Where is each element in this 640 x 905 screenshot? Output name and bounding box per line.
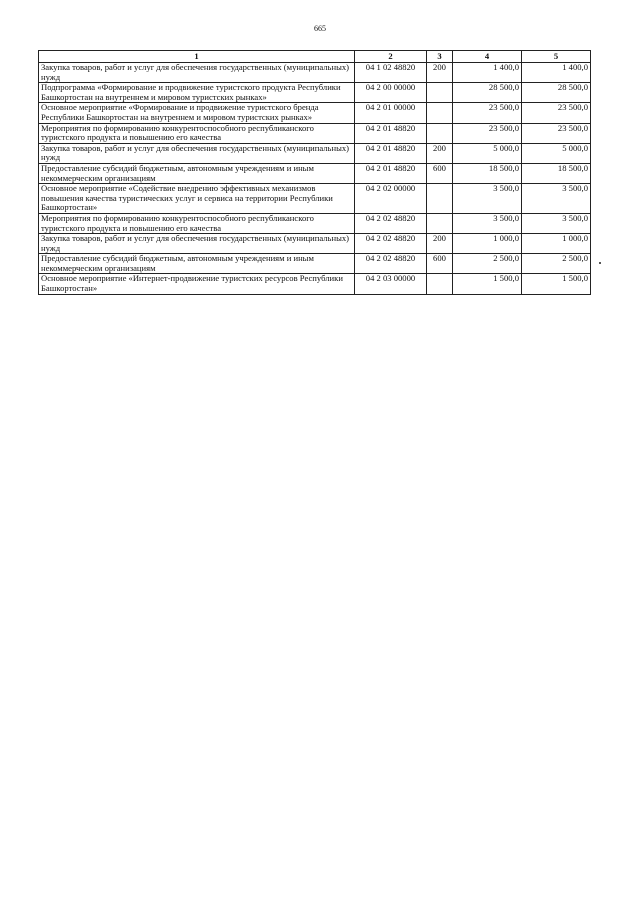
- row-amount-2: 1 400,0: [522, 63, 591, 83]
- table-header-row: [39, 51, 591, 63]
- row-name: Закупка товаров, работ и услуг для обеспечения государственных (муниципальных) нужд: [39, 63, 355, 83]
- scan-speck: [599, 262, 601, 264]
- row-code: 04 2 03 00000: [355, 274, 427, 294]
- column-header-amount-2: 5: [522, 51, 591, 63]
- row-amount-1: 1 000,0: [453, 234, 522, 254]
- row-name: Подпрограмма «Формирование и продвижение туристского продукта Республики Башкортостан на внутреннем и мировом туристских рынках»: [39, 83, 355, 103]
- row-name: Предоставление субсидий бюджетным, автономным учреждениям и иным некоммерческим организациям: [39, 163, 355, 183]
- row-amount-2: 28 500,0: [522, 83, 591, 103]
- row-amount-1: 23 500,0: [453, 123, 522, 143]
- row-name: Предоставление субсидий бюджетным, автономным учреждениям и иным некоммерческим организациям: [39, 254, 355, 274]
- row-amount-1: 2 500,0: [453, 254, 522, 274]
- row-expense-type: [427, 123, 453, 143]
- row-expense-type: 200: [427, 143, 453, 163]
- table-row: [39, 213, 591, 233]
- row-name: Основное мероприятие «Содействие внедрению эффективных механизмов повышения качества туристических услуг и сервиса на территории Республики Башкортостан»: [39, 184, 355, 214]
- row-amount-2: 2 500,0: [522, 254, 591, 274]
- row-amount-1: 5 000,0: [453, 143, 522, 163]
- column-header-amount-1: 4: [453, 51, 522, 63]
- row-code: 04 2 02 48820: [355, 254, 427, 274]
- row-expense-type: 600: [427, 163, 453, 183]
- row-amount-2: 3 500,0: [522, 213, 591, 233]
- row-amount-2: 23 500,0: [522, 103, 591, 123]
- column-header-name: 1: [39, 51, 355, 63]
- row-code: 04 2 01 48820: [355, 123, 427, 143]
- table-row: [39, 184, 591, 214]
- row-expense-type: [427, 184, 453, 214]
- table-row: [39, 254, 591, 274]
- row-amount-1: 3 500,0: [453, 213, 522, 233]
- row-amount-2: 5 000,0: [522, 143, 591, 163]
- row-code: 04 2 01 48820: [355, 163, 427, 183]
- table-row: [39, 83, 591, 103]
- row-code: 04 2 02 48820: [355, 213, 427, 233]
- row-amount-2: 23 500,0: [522, 123, 591, 143]
- row-code: 04 1 02 48820: [355, 63, 427, 83]
- row-code: 04 2 01 48820: [355, 143, 427, 163]
- row-code: 04 2 02 48820: [355, 234, 427, 254]
- row-expense-type: [427, 274, 453, 294]
- table-row: [39, 234, 591, 254]
- row-code: 04 2 00 00000: [355, 83, 427, 103]
- row-name: Основное мероприятие «Интернет-продвижение туристских ресурсов Республики Башкортостан»: [39, 274, 355, 294]
- table-row: [39, 163, 591, 183]
- column-header-vr: 3: [427, 51, 453, 63]
- row-expense-type: [427, 83, 453, 103]
- row-expense-type: [427, 103, 453, 123]
- row-expense-type: 200: [427, 63, 453, 83]
- row-name: Мероприятия по формированию конкурентоспособного республиканского туристского продукта и повышению его качества: [39, 213, 355, 233]
- table-row: [39, 123, 591, 143]
- budget-table: [38, 50, 591, 295]
- row-code: 04 2 02 00000: [355, 184, 427, 214]
- row-expense-type: 600: [427, 254, 453, 274]
- table-row: [39, 274, 591, 294]
- row-amount-1: 1 500,0: [453, 274, 522, 294]
- table-row: [39, 143, 591, 163]
- row-amount-1: 28 500,0: [453, 83, 522, 103]
- row-amount-2: 18 500,0: [522, 163, 591, 183]
- row-code: 04 2 01 00000: [355, 103, 427, 123]
- row-amount-1: 1 400,0: [453, 63, 522, 83]
- row-amount-2: 3 500,0: [522, 184, 591, 214]
- row-amount-1: 23 500,0: [453, 103, 522, 123]
- row-amount-2: 1 500,0: [522, 274, 591, 294]
- row-name: Мероприятия по формированию конкурентоспособного республиканского туристского продукта и повышению его качества: [39, 123, 355, 143]
- row-expense-type: 200: [427, 234, 453, 254]
- table-row: [39, 63, 591, 83]
- row-name: Основное мероприятие «Формирование и продвижение туристского бренда Республики Башкортостан на внутреннем и мировом туристских рынках»: [39, 103, 355, 123]
- page-number: 665: [314, 24, 326, 33]
- column-header-code: 2: [355, 51, 427, 63]
- row-amount-1: 3 500,0: [453, 184, 522, 214]
- row-name: Закупка товаров, работ и услуг для обеспечения государственных (муниципальных) нужд: [39, 143, 355, 163]
- row-amount-2: 1 000,0: [522, 234, 591, 254]
- row-amount-1: 18 500,0: [453, 163, 522, 183]
- table-row: [39, 103, 591, 123]
- row-name: Закупка товаров, работ и услуг для обеспечения государственных (муниципальных) нужд: [39, 234, 355, 254]
- row-expense-type: [427, 213, 453, 233]
